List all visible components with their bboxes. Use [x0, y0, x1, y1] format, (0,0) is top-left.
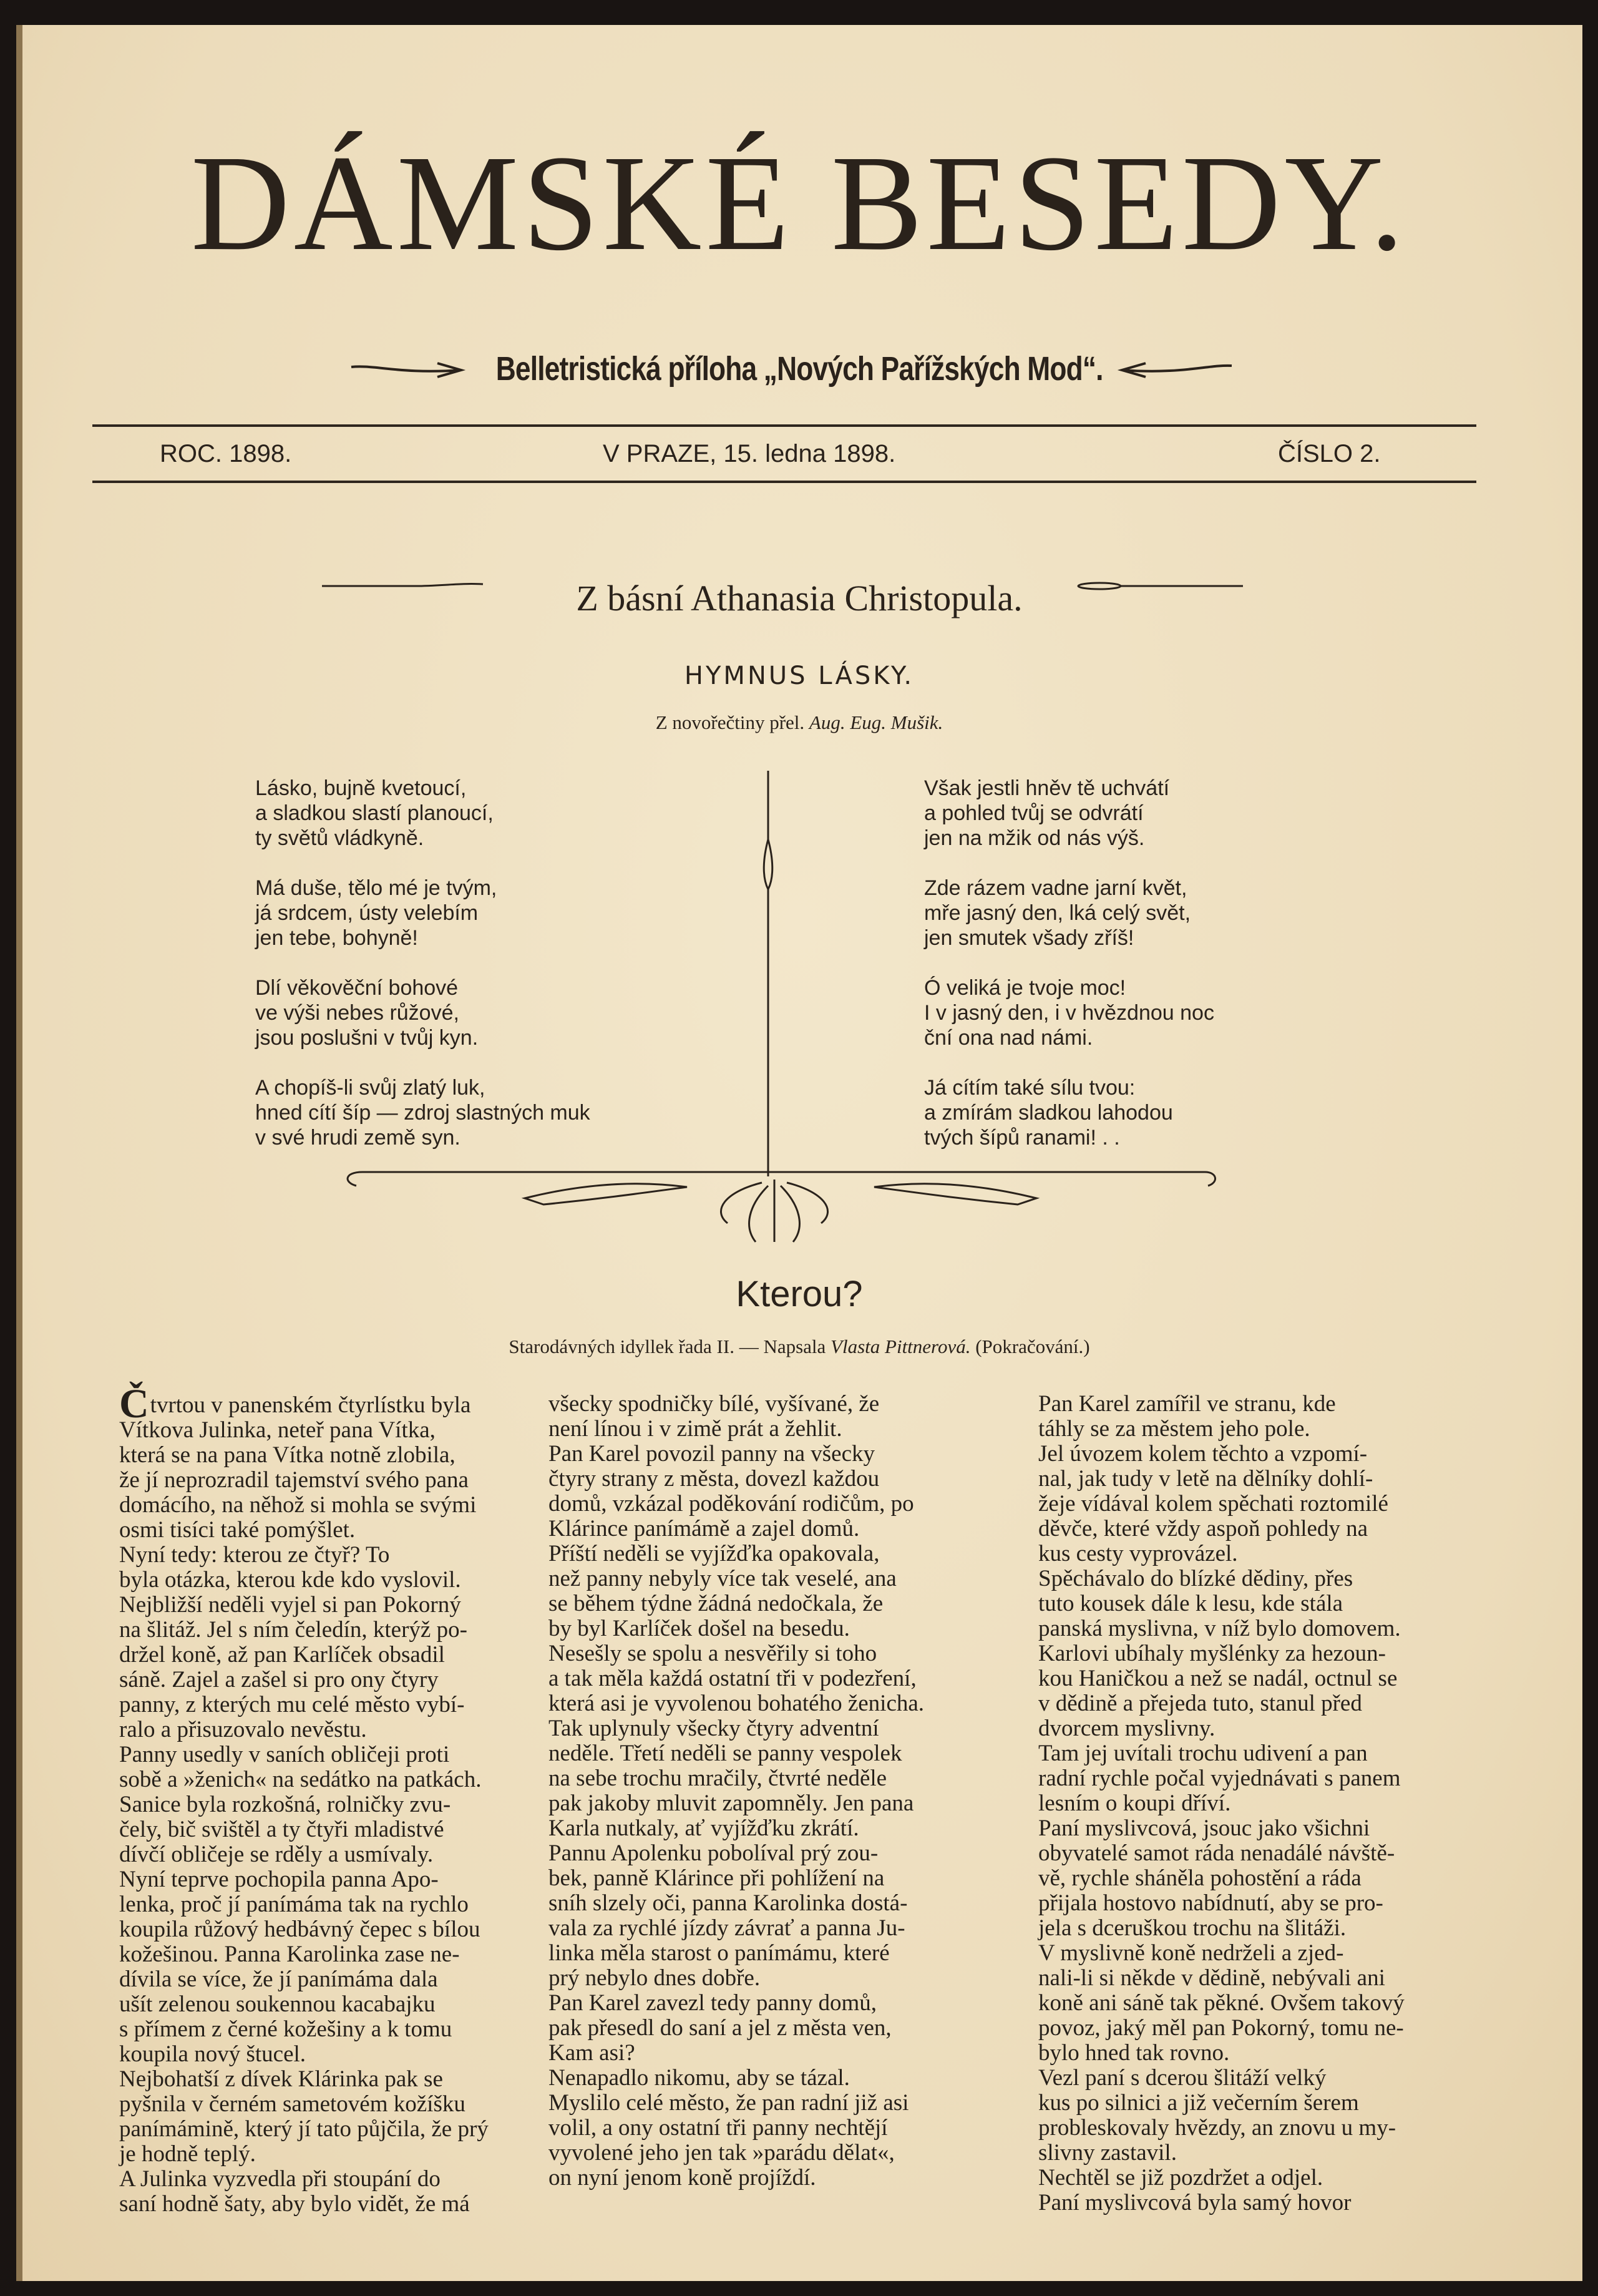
story-line: kus cesty vyprovázel.	[1038, 1541, 1238, 1566]
story-line: panská myslivna, v níž bylo domovem.	[1038, 1616, 1401, 1641]
story-line: nali-li si někde v dědině, nebývali ani	[1038, 1965, 1385, 1991]
story-line: Karlovi ubíhaly myšlénky za hezoun-	[1038, 1641, 1386, 1666]
story-line: saní hodně šaty, aby bylo vidět, že má	[119, 2191, 470, 2217]
story-line: vě, rychle sháněla pohostění a ráda	[1038, 1865, 1362, 1891]
story-line: lesním o koupi dříví.	[1038, 1790, 1231, 1816]
issue-number: ČÍSLO 2.	[1278, 440, 1381, 467]
story-line: by byl Karlíček došel na besedu.	[548, 1616, 850, 1641]
story-line: která se na pana Vítka notně zlobila,	[119, 1442, 456, 1468]
masthead-subtitle-row	[16, 349, 1582, 388]
story-line: probleskovaly hvězdy, an znovu u my-	[1038, 2115, 1396, 2141]
story-line: tuto kousek dále k lesu, kde stála	[1038, 1591, 1343, 1616]
poem-right-stanza-2: Zde rázem vadne jarní květ, mře jasný den, lká celý svět, jen smutek všady zříš!	[924, 876, 1191, 950]
story-line: bylo hned tak rovno.	[1038, 2040, 1230, 2066]
story-line: volil, a ony ostatní tři panny nechtějí	[548, 2115, 888, 2141]
story-line: přijala hostovo nabídnutí, aby se pro-	[1038, 1890, 1383, 1916]
story-line	[119, 1381, 553, 1427]
story-title: Kterou?	[736, 1274, 863, 1314]
poem-left-stanza-2: Má duše, tělo mé je tvým, já srdcem, ústy velebím jen tebe, bohyně!	[255, 876, 497, 950]
story-line: osmi tisíci také pomýšlet.	[119, 1517, 356, 1543]
poem-left-stanza-4: A chopíš-li svůj zlatý luk, hned cítí šíp — zdroj slastných muk v své hrudi země syn.	[255, 1076, 590, 1150]
story-line: on nyní jenom koně projíždí.	[548, 2165, 816, 2191]
story-line: dvorcem myslivny.	[1038, 1716, 1216, 1741]
volume-number: ROC. 1898.	[160, 440, 292, 467]
story-line: Příští neděli se vyjížďka opakovala,	[548, 1541, 880, 1566]
story-line: dívila se více, že jí panímáma dala	[119, 1966, 438, 1992]
story-line: děvče, které vždy aspoň pohledy na	[1038, 1516, 1368, 1541]
story-line: bek, panně Klárince při pohlížení na	[548, 1865, 885, 1891]
story-line: která asi je vyvolenou bohatého ženicha.	[548, 1691, 925, 1716]
story-line: Paní myslivcová, jsouc jako všichni	[1038, 1815, 1370, 1841]
story-line: žeje vídával kolem spěchati roztomilé	[1038, 1491, 1388, 1517]
story-line: byla otázka, kterou kde kdo vyslovil.	[119, 1567, 461, 1593]
story-line-text: tvrtou v panenském čtyrlístku byla	[150, 1392, 471, 1418]
story-line: Myslilo celé město, že pan radní již asi	[548, 2090, 909, 2116]
story-line: na šlitáž. Jel s ním čeledín, kterýž po-	[119, 1617, 467, 1643]
story-line: Spěchávalo do blízké dědiny, přes	[1038, 1566, 1353, 1591]
story-line: V myslivně koně nedrželi a zjed-	[1038, 1940, 1344, 1966]
poem-section-title: Z básní Athanasia Christopula.	[576, 578, 1023, 618]
story-line: A Julinka vyzvedla při stoupání do	[119, 2166, 441, 2192]
subtitle-text: Belletristická příloha „Nových Pařížských Mod“.	[495, 350, 1103, 388]
story-line: není línou i v zimě prát a žehlit.	[548, 1416, 842, 1442]
story-line: koupila růžový hedbávný čepec s bílou	[119, 1917, 480, 1942]
poem-right-stanza-3: Ó veliká je tvoje moc! I v jasný den, i v hvězdnou noc ční ona nad námi.	[924, 976, 1214, 1050]
poem-ornament-tailpiece	[338, 1167, 1224, 1254]
story-line: Nyní teprve pochopila panna Apo-	[119, 1867, 439, 1892]
poem-left-stanza-1: Lásko, bujně kvetoucí, a sladkou slastí planoucí, ty světů vládkyně.	[255, 776, 494, 850]
translator-prefix: Z novořečtiny přel.	[655, 711, 805, 733]
story-line: sáně. Zajel a zašel si pro ony čtyry	[119, 1667, 439, 1693]
poem-translator-credit	[16, 711, 1582, 734]
story-line: jela s dceruškou trochu na šlitáži.	[1038, 1915, 1347, 1941]
story-line: kožešinou. Panna Karolinka zase ne-	[119, 1942, 460, 1967]
story-line: koně ani sáně tak pěkné. Ovšem takový	[1038, 1990, 1405, 2016]
story-line: Vítkova Julinka, neteř pana Vítka,	[119, 1417, 436, 1443]
story-line: slivny zastavil.	[1038, 2140, 1177, 2166]
story-line: a tak měla každá ostatní tři v podezření,	[548, 1666, 917, 1691]
story-line: neděle. Třetí neděli se panny vespolek	[548, 1741, 902, 1766]
story-line: prý nebylo dnes dobře.	[548, 1965, 761, 1991]
story-line: na sebe trochu mračily, čtvrté neděle	[548, 1766, 887, 1791]
story-line: držel koně, až pan Karlíček obsadil	[119, 1642, 445, 1668]
poem-right-stanza-4: Já cítím také sílu tvou: a zmírám sladkou lahodou tvých šípů ranami! . .	[924, 1076, 1173, 1150]
story-line: sníh slzely oči, panna Karolinka dostá-	[548, 1890, 908, 1916]
story-line: v dědině a přejeda tuto, stanul před	[1038, 1691, 1362, 1716]
story-line: povoz, jaký měl pan Pokorný, tomu ne-	[1038, 2015, 1404, 2041]
story-line: Karla nutkaly, ať vyjížďku zkrátí.	[548, 1815, 859, 1841]
story-line: pyšnila v černém sametovém kožíšku	[119, 2091, 465, 2117]
story-line: Pan Karel povozil panny na všecky	[548, 1441, 875, 1467]
poem-center-divider	[756, 771, 781, 1176]
story-line: lenka, proč jí panímáma tak na rychlo	[119, 1892, 469, 1917]
story-line: čely, bič svištěl a ty čtyři mladistvé	[119, 1817, 444, 1842]
story-line: Nyní tedy: kterou ze čtyř? To	[119, 1542, 390, 1568]
story-line: Tam jej uvítali trochu udivení a pan	[1038, 1741, 1368, 1766]
story-line: ralo a přisuzovalo nevěstu.	[119, 1717, 367, 1742]
story-series: Starodávných idyllek řada II. — Napsala	[509, 1336, 826, 1357]
story-byline	[16, 1336, 1582, 1358]
story-line: koupila nový štucel.	[119, 2041, 306, 2067]
translator-name: Aug. Eug. Mušik.	[809, 711, 943, 733]
story-line: Vezl paní s dcerou šlitáží velký	[1038, 2065, 1327, 2091]
masthead-title: DÁMSKÉ BESEDY.	[190, 127, 1408, 279]
story-line: pak jakoby mluvit zapomněly. Jen pana	[548, 1790, 914, 1816]
story-line: Klárince panímámě a zajel domů.	[548, 1516, 860, 1541]
story-line: Nenapadlo nikomu, aby se tázal.	[548, 2065, 850, 2091]
story-line: všecky spodničky bílé, vyšívané, že	[548, 1391, 880, 1417]
text-column-3	[1038, 1392, 1488, 2215]
story-line: dívčí obličeje se rděly a usmívaly.	[119, 1842, 434, 1867]
dateline-bottom-rule	[92, 481, 1476, 483]
drop-cap-initial: Č	[119, 1381, 149, 1427]
story-author: Vlasta Pittnerová.	[831, 1336, 971, 1357]
story-line: Jel úvozem kolem těchto a vzpomí-	[1038, 1441, 1368, 1467]
story-line: Nechtěl se již pozdržet a odjel.	[1038, 2165, 1323, 2191]
story-continued: (Pokračování.)	[975, 1336, 1090, 1357]
poem-title: HYMNUS LÁSKY.	[684, 662, 915, 690]
story-line: vala za rychlé jízdy závrať a panna Ju-	[548, 1915, 905, 1941]
poem-right-stanza-1: Však jestli hněv tě uchvátí a pohled tvůj se odvrátí jen na mžik od nás výš.	[924, 776, 1170, 850]
story-line: než panny nebyly více tak veselé, ana	[548, 1566, 897, 1591]
story-line: Panny usedly v saních obličeji proti	[119, 1742, 450, 1767]
story-line: Sanice byla rozkošná, rolničky zvu-	[119, 1792, 451, 1817]
story-line: Pan Karel zamířil ve stranu, kde	[1038, 1391, 1336, 1417]
story-line: pak přesedl do saní a jel z města ven,	[548, 2015, 892, 2041]
story-line: ušít zelenou soukennou kacabajku	[119, 1991, 436, 2017]
story-line: nal, jak tudy v letě na dělníky dohlí-	[1038, 1466, 1373, 1492]
dateline-top-rule	[92, 424, 1476, 427]
story-line: vyvolené jeho jen tak »parádu dělat«,	[548, 2140, 895, 2166]
story-line: Kam asi?	[548, 2040, 635, 2066]
right-flourish-arrow	[1121, 361, 1233, 379]
story-line: se během týdne žádná nedočkala, že	[548, 1591, 884, 1616]
poem-left-stanza-3: Dlí věkověční bohové ve výši nebes růžové, jsou poslušni v tvůj kyn.	[255, 976, 479, 1050]
story-line: linka měla starost o panímámu, které	[548, 1940, 890, 1966]
text-column-2	[548, 1392, 1004, 2191]
story-line: Nesešly se spolu a nesvěřily si toho	[548, 1641, 877, 1666]
left-flourish-arrow	[350, 361, 462, 379]
story-line: Pannu Apolenku pobolíval prý zou-	[548, 1840, 879, 1866]
story-line: radní rychle počal vyjednávati s panem	[1038, 1766, 1401, 1791]
story-line: kou Haničkou a než se nadál, octnul se	[1038, 1666, 1398, 1691]
story-line: s přímem z černé kožešiny a k tomu	[119, 2016, 452, 2042]
story-line: že jí neprozradil tajemství svého pana	[119, 1467, 469, 1493]
story-line: Nejbohatší z dívek Klárinka pak se	[119, 2066, 443, 2092]
story-line: sobě a »ženich« na sedátko na patkách.	[119, 1767, 482, 1792]
story-line: panímámině, který jí tato půjčila, že prý	[119, 2116, 489, 2142]
story-line: táhly se za městem jeho pole.	[1038, 1416, 1310, 1442]
poem-title-right-rule	[1076, 575, 1244, 594]
place-date: V PRAZE, 15. ledna 1898.	[603, 440, 896, 467]
story-line: Pan Karel zavezl tedy panny domů,	[548, 1990, 877, 2016]
story-line: kus po silnici a již večerním šerem	[1038, 2090, 1359, 2116]
story-line: čtyry strany z města, dovezl každou	[548, 1466, 880, 1492]
story-line: Nejbližší neděli vyjel si pan Pokorný	[119, 1592, 461, 1618]
story-line: domácího, na něhož si mohla se svými	[119, 1492, 477, 1518]
story-line: Tak uplynuly všecky čtyry adventní	[548, 1716, 879, 1741]
story-line: Paní myslivcová byla samý hovor	[1038, 2190, 1352, 2215]
story-line: obyvatelé samot ráda nenadálé návště-	[1038, 1840, 1395, 1866]
story-line: je hodně teplý.	[119, 2141, 256, 2167]
text-column-1	[119, 1381, 553, 2217]
story-line: panny, z kterých mu celé město vybí-	[119, 1692, 465, 1717]
newspaper-page	[16, 25, 1582, 2281]
story-line: domů, vzkázal poděkování rodičům, po	[548, 1491, 914, 1517]
